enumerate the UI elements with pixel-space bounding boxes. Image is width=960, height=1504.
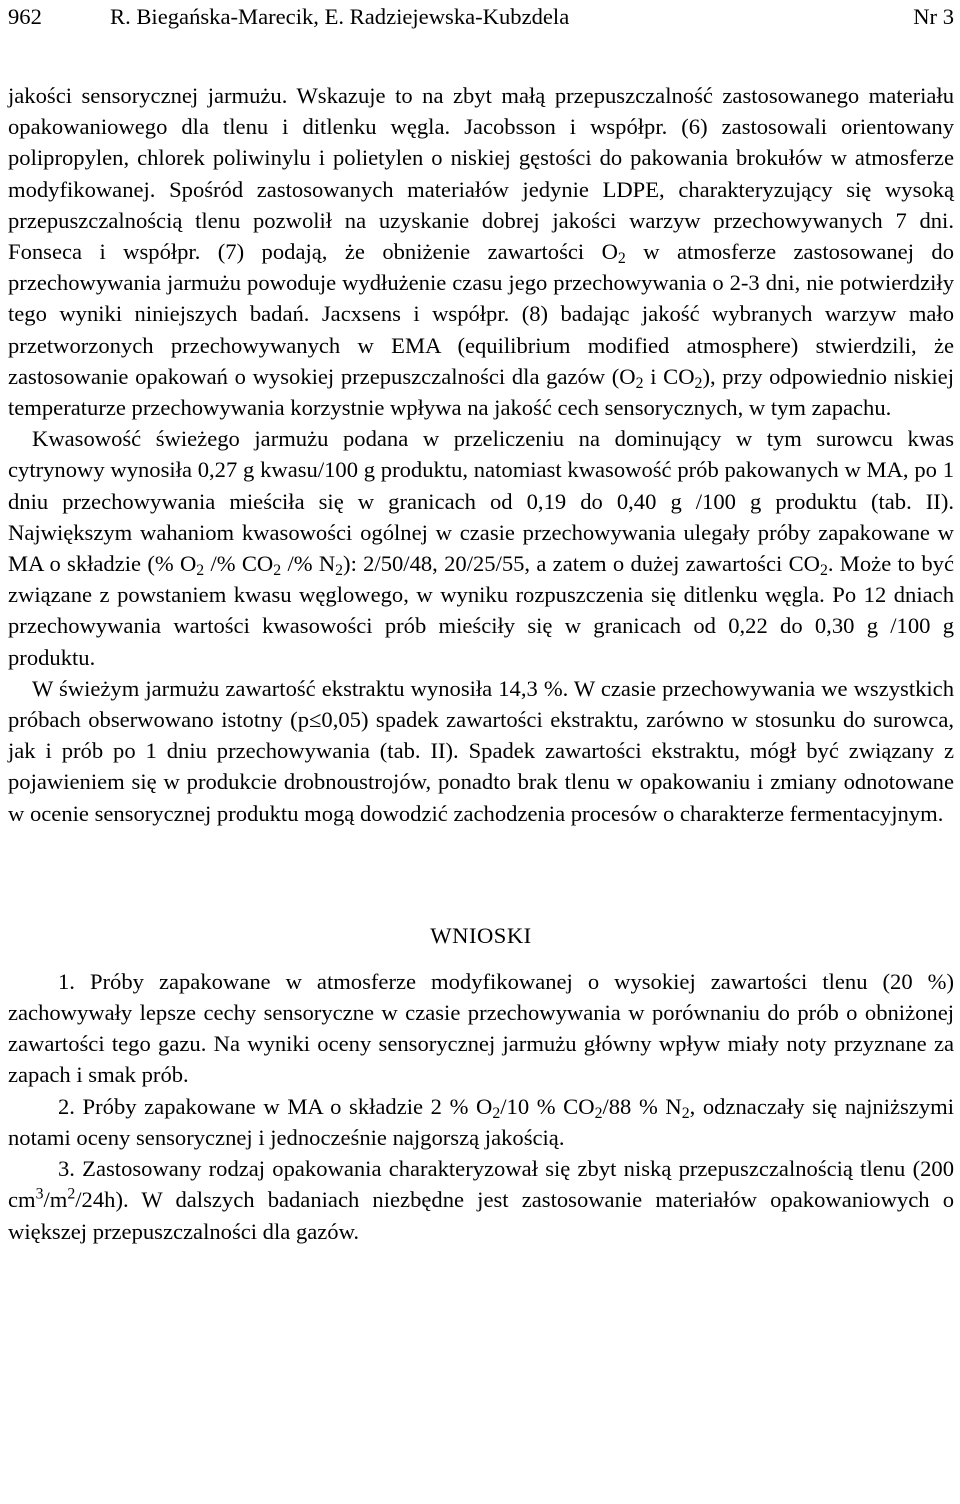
superscript: 3	[35, 1185, 44, 1203]
conclusion-1	[8, 966, 954, 1091]
subscript: 2	[594, 1104, 603, 1122]
conclusion-3	[8, 1153, 954, 1247]
subscript: 2	[273, 562, 282, 579]
article-body	[8, 80, 954, 1247]
text-run: /24h). W dalszych badaniach niezbędne jest zastosowanie materiałów opakowaniowych o większej przepuszczalności dla gazów.	[8, 1187, 954, 1244]
subscript: 2	[819, 562, 828, 579]
page-number: 962	[8, 4, 42, 29]
text-run: i CO	[643, 363, 695, 389]
text-run: . Może to być związane z powstaniem kwasu węglowego, w wyniku rozpuszczenia się ditlenku węgla. Po 12 dniach przechowywania wartości kwasowości prób mieściły się w granicach od 0,22 do 0,30 g /100 g produktu.	[8, 551, 954, 670]
section-title-conclusions: WNIOSKI	[430, 922, 532, 948]
running-authors: R. Biegańska-Marecik, E. Radziejewska-Kubzdela	[110, 4, 570, 29]
text-run: /10 % CO	[500, 1093, 595, 1119]
subscript: 2	[617, 249, 626, 267]
text-run: , odznaczały się najniższymi notami oceny sensorycznej i jednocześnie najgorszą jakością.	[8, 1093, 954, 1150]
text-run: W świeżym jarmużu zawartość ekstraktu wynosiła 14,3 %. W czasie przechowywania we wszystkich próbach obserwowano istotny (p≤0,05) spadek zawartości ekstraktu, zarówno w stosunku do surowca, jak i prób po 1 dniu przechowywania (tab. II). Spadek zawartości ekstraktu, mógł być związany z pojawieniem się w produkcie drobnoustrojów, ponadto brak tlenu w opakowaniu i zmiany odnotowane w ocenie sensorycznej produktu mogą dowodzić zachodzenia procesów o charakterze fermentacyjnym.	[8, 675, 954, 826]
subscript: 2	[681, 1104, 690, 1122]
superscript: 2	[67, 1185, 76, 1203]
paragraph-acidity	[8, 423, 954, 673]
text-run: jakości sensorycznej jarmużu. Wskazuje to na zbyt małą przepuszczalność zastosowanego materiału opakowaniowego dla tlenu i ditlenku węgla. Jacobsson i współpr. (6) zastosowali orientowany polipropylen, chlorek poliwinylu i polietylen o niskiej gęstości do pakowania brokułów w atmosferze modyfikowanej. Spośród zastosowanych materiałów jedynie LDPE, charakteryzujący się wysoką przepuszczalnością tlenu pozwolił na uzyskanie dobrej jakości warzyw przechowywanych 7 dni. Fonseca i współpr. (7) podają, że obniżenie zawartości O	[8, 83, 954, 265]
subscript: 2	[196, 562, 205, 579]
subscript: 2	[635, 374, 644, 392]
text-run: ): 2/50/48, 20/25/55, a zatem o dużej zawartości CO	[343, 551, 820, 577]
text-run: w atmosferze zastosowanej do przechowywania jarmużu powoduje wydłużenie czasu jego przechowywania o 2-3 dni, nie potwierdziły tego wyniki niniejszych badań. Jacxsens i współpr. (8) badając jakość wybranych warzyw mało przetworzonych przechowywanych w EMA (equilibrium modified atmosphere) stwierdzili, że zastosowanie opakowań o wysokiej przepuszczalności dla gazów (O	[8, 239, 954, 389]
document-page	[8, 0, 954, 1247]
text-run: /m	[43, 1187, 68, 1213]
paragraph-discussion-packaging	[8, 80, 954, 423]
text-run: 1. Próby zapakowane w atmosferze modyfikowanej o wysokiej zawartości tlenu (20 %) zachowywały lepsze cechy sensoryczne w czasie przechowywania w porównaniu do prób o obniżonej zawartości tego gazu. Na wyniki oceny sensorycznej jarmużu główny wpływ miały noty przyznane za zapach i smak prób.	[8, 968, 954, 1088]
text-run: ), przy odpowiednio niskiej temperaturze przechowywania korzystnie wpływa na jakość cech sensorycznych, w tym zapachu.	[8, 363, 954, 421]
conclusion-2	[8, 1091, 954, 1153]
subscript: 2	[335, 562, 344, 579]
text-run: /% N	[281, 551, 336, 577]
issue-number: Nr 3	[913, 4, 954, 29]
text-run: Kwasowość świeżego jarmużu podana w przeliczeniu na dominujący w tym surowcu kwas cytrynowy wynosiła 0,27 g kwasu/100 g produktu, natomiast kwasowość prób pakowanych w MA, po 1 dniu przechowywania mieściła się w granicach od 0,19 do 0,40 g /100 g produktu (tab. II). Największym wahaniom kwasowości ogólnej w czasie przechowywania ulegały próby zapakowane w MA o składzie (% O	[8, 426, 954, 577]
text-run: 3. Zastosowany rodzaj opakowania charakteryzował się zbyt niską przepuszczalnością tlenu (200 cm	[8, 1156, 954, 1213]
text-run: /% CO	[204, 551, 274, 577]
text-run: /88 % N	[602, 1093, 682, 1119]
paragraph-extract	[8, 673, 954, 829]
subscript: 2	[492, 1104, 501, 1122]
running-header	[8, 2, 954, 36]
text-run: 2. Próby zapakowane w MA o składzie 2 % O	[58, 1093, 493, 1119]
subscript: 2	[694, 374, 703, 392]
